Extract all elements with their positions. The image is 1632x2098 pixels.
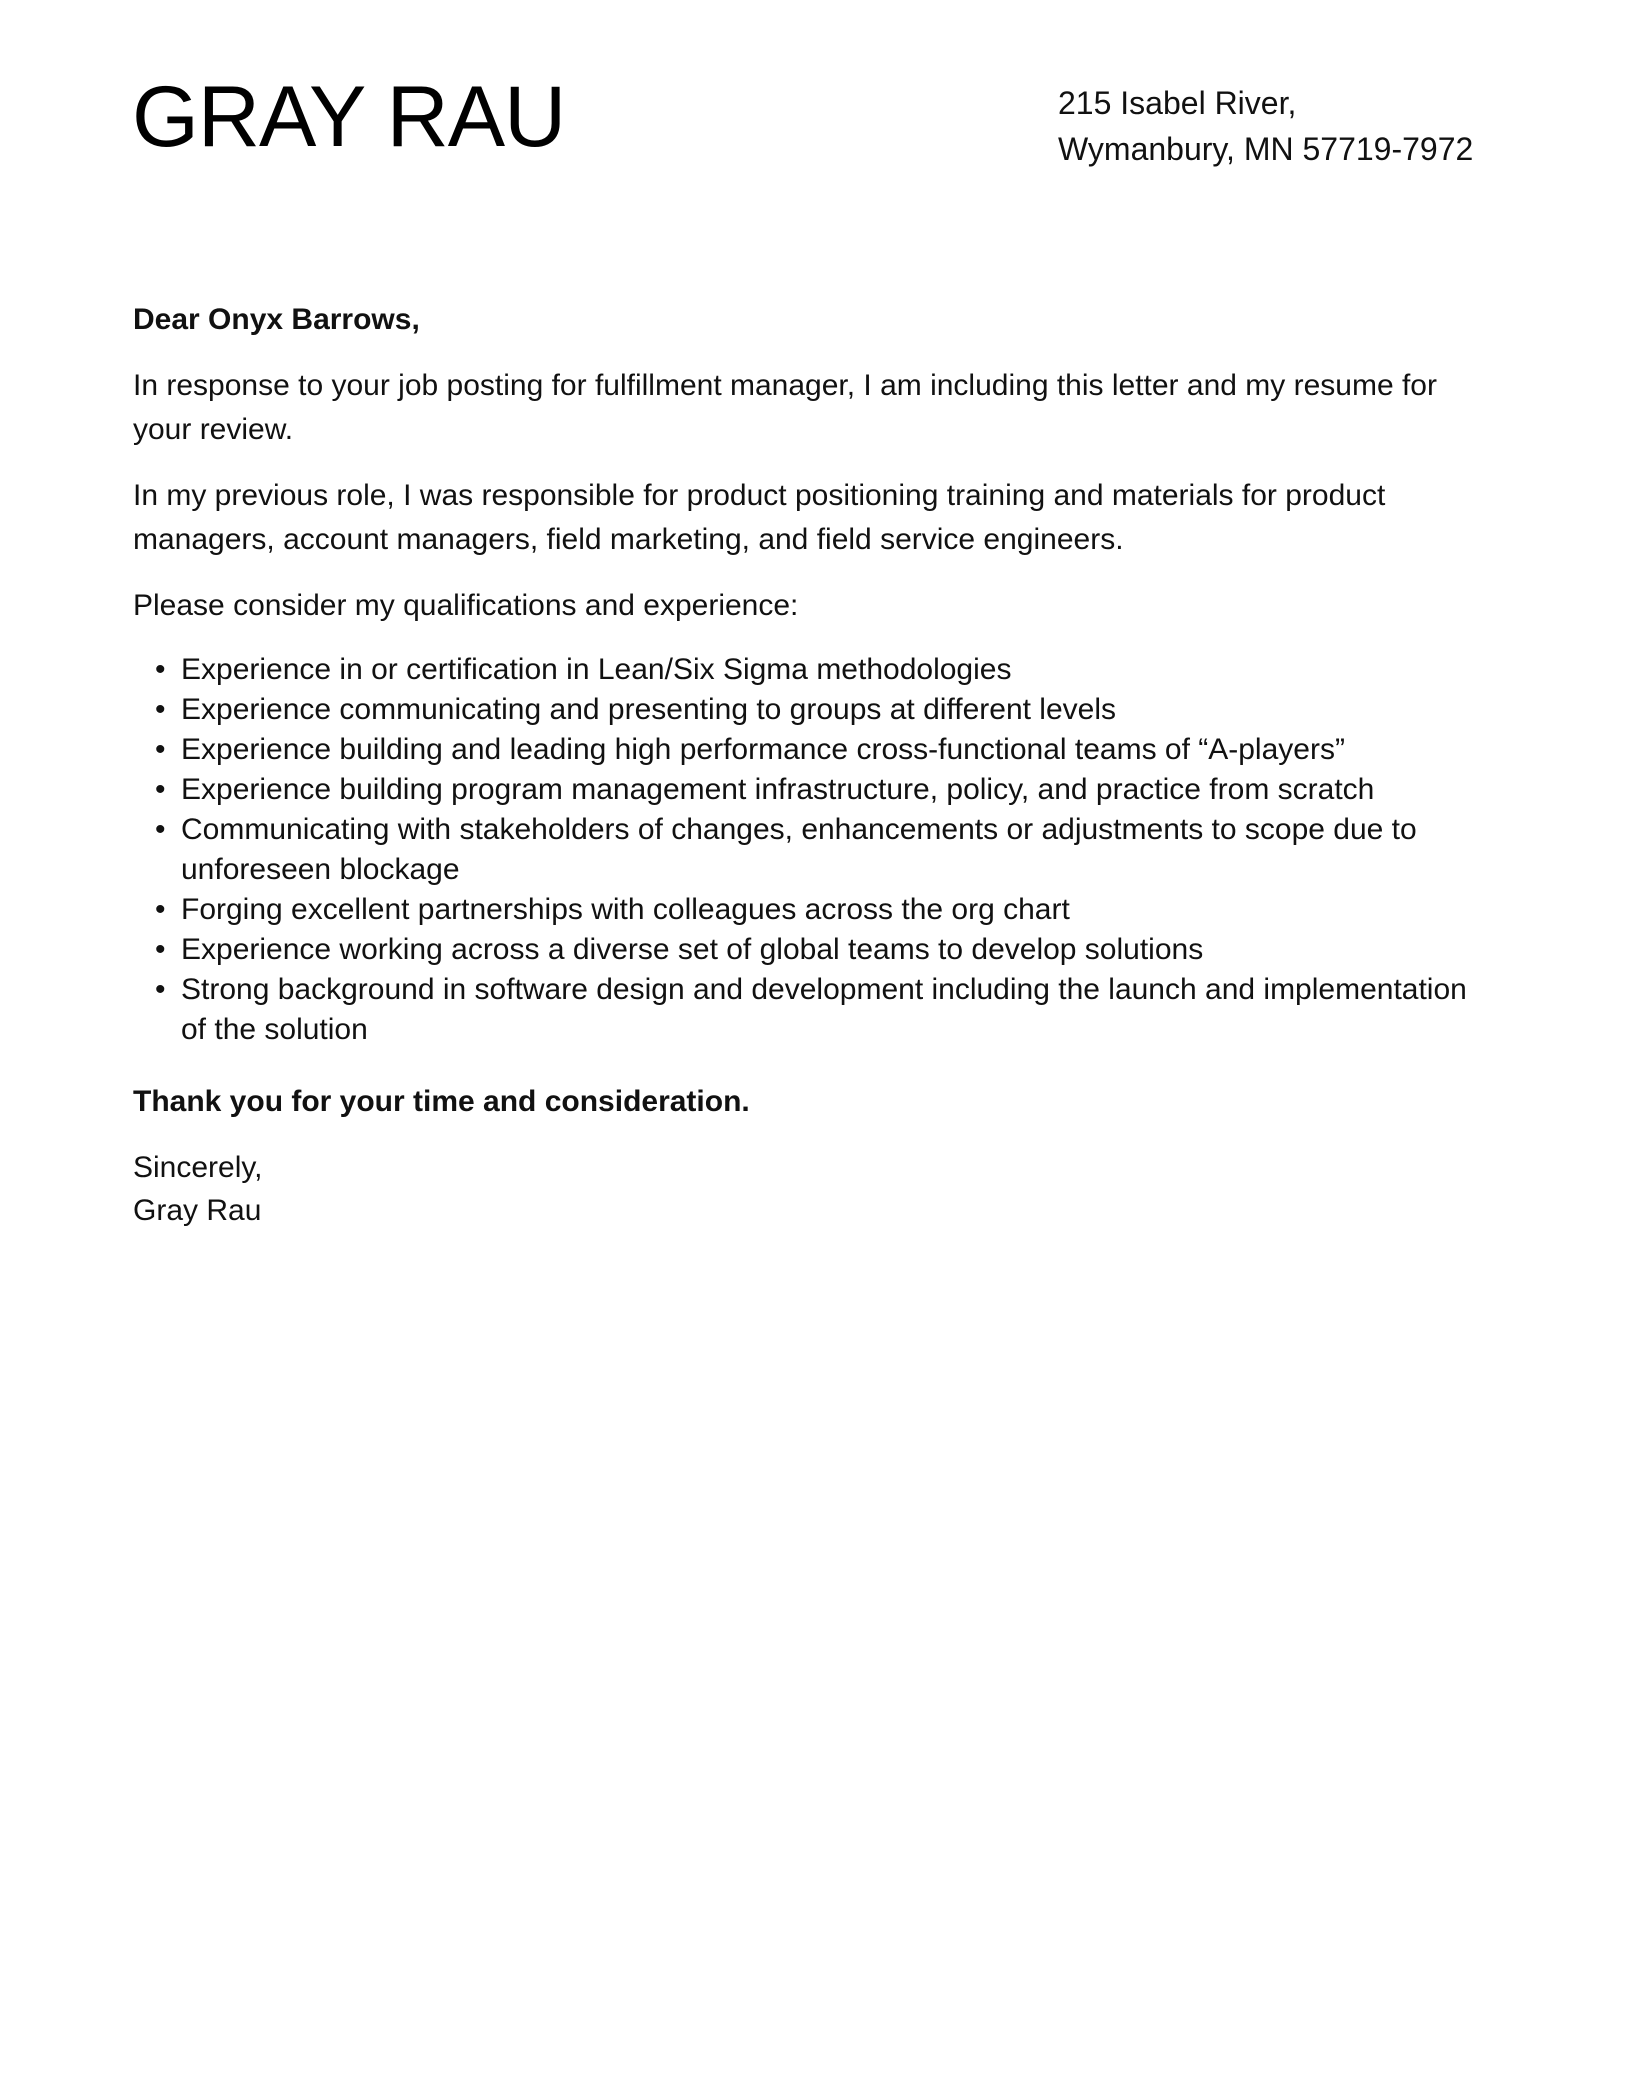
salutation: Dear Onyx Barrows, bbox=[133, 303, 420, 336]
qualifications-intro: Please consider my qualifications and experience: bbox=[133, 589, 799, 622]
closing-word: Sincerely, bbox=[133, 1151, 263, 1184]
address-line-2: Wymanbury, MN 57719-7972 bbox=[1058, 131, 1474, 167]
list-item bbox=[155, 890, 1499, 930]
sender-name: GRAY RAU bbox=[132, 69, 566, 165]
list-item bbox=[155, 690, 1499, 730]
bullet-icon: • bbox=[155, 933, 166, 966]
bullet-icon: • bbox=[155, 773, 166, 806]
list-item-text: Experience building program management infrastructure, policy, and practice from scratch bbox=[181, 773, 1375, 806]
address-line-1: 215 Isabel River, bbox=[1058, 85, 1297, 121]
signature-name: Gray Rau bbox=[133, 1194, 262, 1227]
list-item-text: Forging excellent partnerships with colleagues across the org chart bbox=[181, 893, 1070, 926]
qualifications-list bbox=[133, 650, 1499, 1050]
list-item-text: Communicating with stakeholders of changes, enhancements or adjustments to scope due to unforeseen blockage bbox=[181, 813, 1417, 886]
bullet-icon: • bbox=[155, 973, 166, 1006]
list-item-text: Strong background in software design and development including the launch and implementation of the solution bbox=[181, 973, 1467, 1046]
sender-address bbox=[1058, 80, 1473, 172]
bullet-icon: • bbox=[155, 653, 166, 686]
experience-paragraph: In my previous role, I was responsible for product positioning training and materials for product managers, account managers, field marketing, and field service engineers. bbox=[133, 479, 1386, 556]
thank-you-line: Thank you for your time and consideration. bbox=[133, 1085, 750, 1118]
closing-block bbox=[133, 1146, 1499, 1232]
bullet-icon: • bbox=[155, 813, 166, 846]
bullet-icon: • bbox=[155, 893, 166, 926]
list-item bbox=[155, 730, 1499, 770]
list-item-text: Experience in or certification in Lean/Six Sigma methodologies bbox=[181, 653, 1012, 686]
list-item bbox=[155, 770, 1499, 810]
intro-paragraph: In response to your job posting for fulfillment manager, I am including this letter and my resume for your review. bbox=[133, 369, 1437, 446]
list-item bbox=[155, 970, 1499, 1050]
bullet-icon: • bbox=[155, 733, 166, 766]
list-item-text: Experience building and leading high performance cross-functional teams of “A-players” bbox=[181, 733, 1345, 766]
bullet-icon: • bbox=[155, 693, 166, 726]
list-item bbox=[155, 930, 1499, 970]
list-item bbox=[155, 650, 1499, 690]
list-item-text: Experience working across a diverse set of global teams to develop solutions bbox=[181, 933, 1204, 966]
list-item-text: Experience communicating and presenting to groups at different levels bbox=[181, 693, 1116, 726]
letter-body bbox=[133, 298, 1499, 1232]
list-item bbox=[155, 810, 1499, 890]
